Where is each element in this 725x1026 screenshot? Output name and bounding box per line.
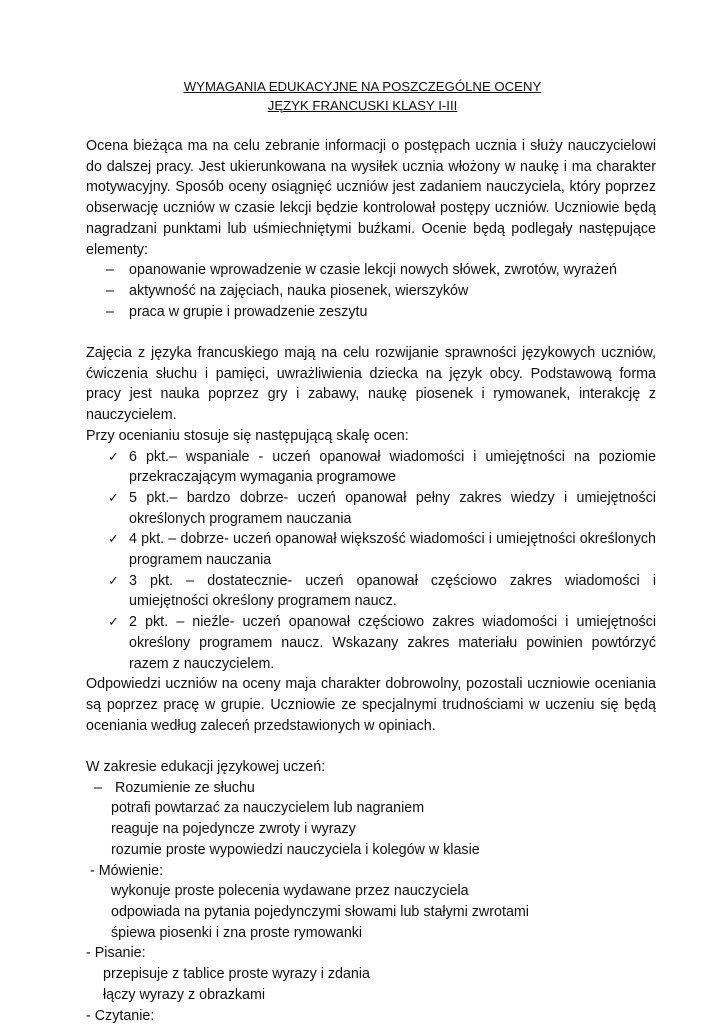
answers-paragraph: Odpowiedzi uczniów na oceny maja charakter dobrowolny, pozostali uczniowie oceniania są poprzez pracę w grupie. Uczniowie ze specjalnymi trudnościami w uczeniu się będą oceniania według zaleceń przedstawionych w opiniach. xyxy=(86,674,656,736)
speaking-heading: - Mówienie: xyxy=(86,861,656,882)
document-title xyxy=(0,77,725,115)
list-item: łączy wyrazy z obrazkami xyxy=(86,985,656,1006)
list-item: śpiewa piosenki i zna proste rymowanki xyxy=(86,923,656,944)
list-item: – aktywność na zajęciach, nauka piosenek, wierszyków xyxy=(86,281,656,302)
list-item: ✓ 5 pkt.– bardzo dobrze- uczeń opanował pełny zakres wiedzy i umiejętności określonych programem nauczania xyxy=(86,488,656,529)
list-item: ✓ 3 pkt. – dostatecznie- uczeń opanował częściowo zakres wiadomości i umiejętności określony programem naucz. xyxy=(86,571,656,612)
list-item: ✓ 4 pkt. – dobrze- uczeń opanował większość wiadomości i umiejętności określonych programem nauczania xyxy=(86,529,656,570)
listening-heading: – Rozumienie ze słuchu xyxy=(86,778,656,799)
document-body xyxy=(86,136,656,1026)
grading-scale-list xyxy=(86,447,656,675)
reading-heading: - Czytanie: xyxy=(86,1006,656,1026)
list-item: ✓ 2 pkt. – nieźle- uczeń opanował częściowo zakres wiadomości i umiejętności określony programem naucz. Wskazany zakres materiału powinien powtórzyć razem z nauczycielem. xyxy=(86,612,656,674)
list-item: reaguje na pojedyncze zwroty i wyrazy xyxy=(86,819,656,840)
list-item: przepisuje z tablice proste wyrazy i zdania xyxy=(86,964,656,985)
list-item: – praca w grupie i prowadzenie zeszytu xyxy=(86,302,656,323)
list-item: rozumie proste wypowiedzi nauczyciela i kolegów w klasie xyxy=(86,840,656,861)
assessed-elements-list xyxy=(86,260,656,322)
list-item: wykonuje proste polecenia wydawane przez nauczyciela xyxy=(86,881,656,902)
list-item: ✓ 6 pkt.– wspaniale - uczeń opanował wiadomości i umiejętności na poziomie przekraczającym wymagania programowe xyxy=(86,447,656,488)
scale-intro: Przy ocenianiu stosuje się następującą skalę ocen: xyxy=(86,426,656,447)
list-item: – opanowanie wprowadzenie w czasie lekcji nowych słówek, zwrotów, wyrażeń xyxy=(86,260,656,281)
writing-heading: - Pisanie: xyxy=(86,943,656,964)
intro-paragraph: Ocena bieżąca ma na celu zebranie informacji o postępach ucznia i służy nauczycielowi do dalszej pracy. Jest ukierunkowana na wysiłek ucznia włożony w naukę i ma charakter motywacyjny. Sposób oceny osiągnięć uczniów jest zadaniem nauczyciela, który poprzez obserwację uczniów w czasie lekcji będzie kontrolował postępy uczniów. Uczniowie będą nagradzani punktami lub uśmiechniętymi buźkami. Ocenie będą podlegały następujące elementy: xyxy=(86,136,656,260)
title-line-1: WYMAGANIA EDUKACYJNE NA POSZCZEGÓLNE OCENY xyxy=(0,77,725,96)
title-line-2: JĘZYK FRANCUSKI KLASY I-III xyxy=(0,96,725,115)
scope-intro: W zakresie edukacji językowej uczeń: xyxy=(86,757,656,778)
list-item: potrafi powtarzać za nauczycielem lub nagraniem xyxy=(86,798,656,819)
classes-paragraph: Zajęcia z języka francuskiego mają na celu rozwijanie sprawności językowych uczniów, ćwiczenia słuchu i pamięci, uwrażliwienia dziecka na język obcy. Podstawową forma pracy jest nauka poprzez gry i zabawy, naukę piosenek i rymowanek, interakcję z nauczycielem. xyxy=(86,343,656,426)
list-item: odpowiada na pytania pojedynczymi słowami lub stałymi zwrotami xyxy=(86,902,656,923)
